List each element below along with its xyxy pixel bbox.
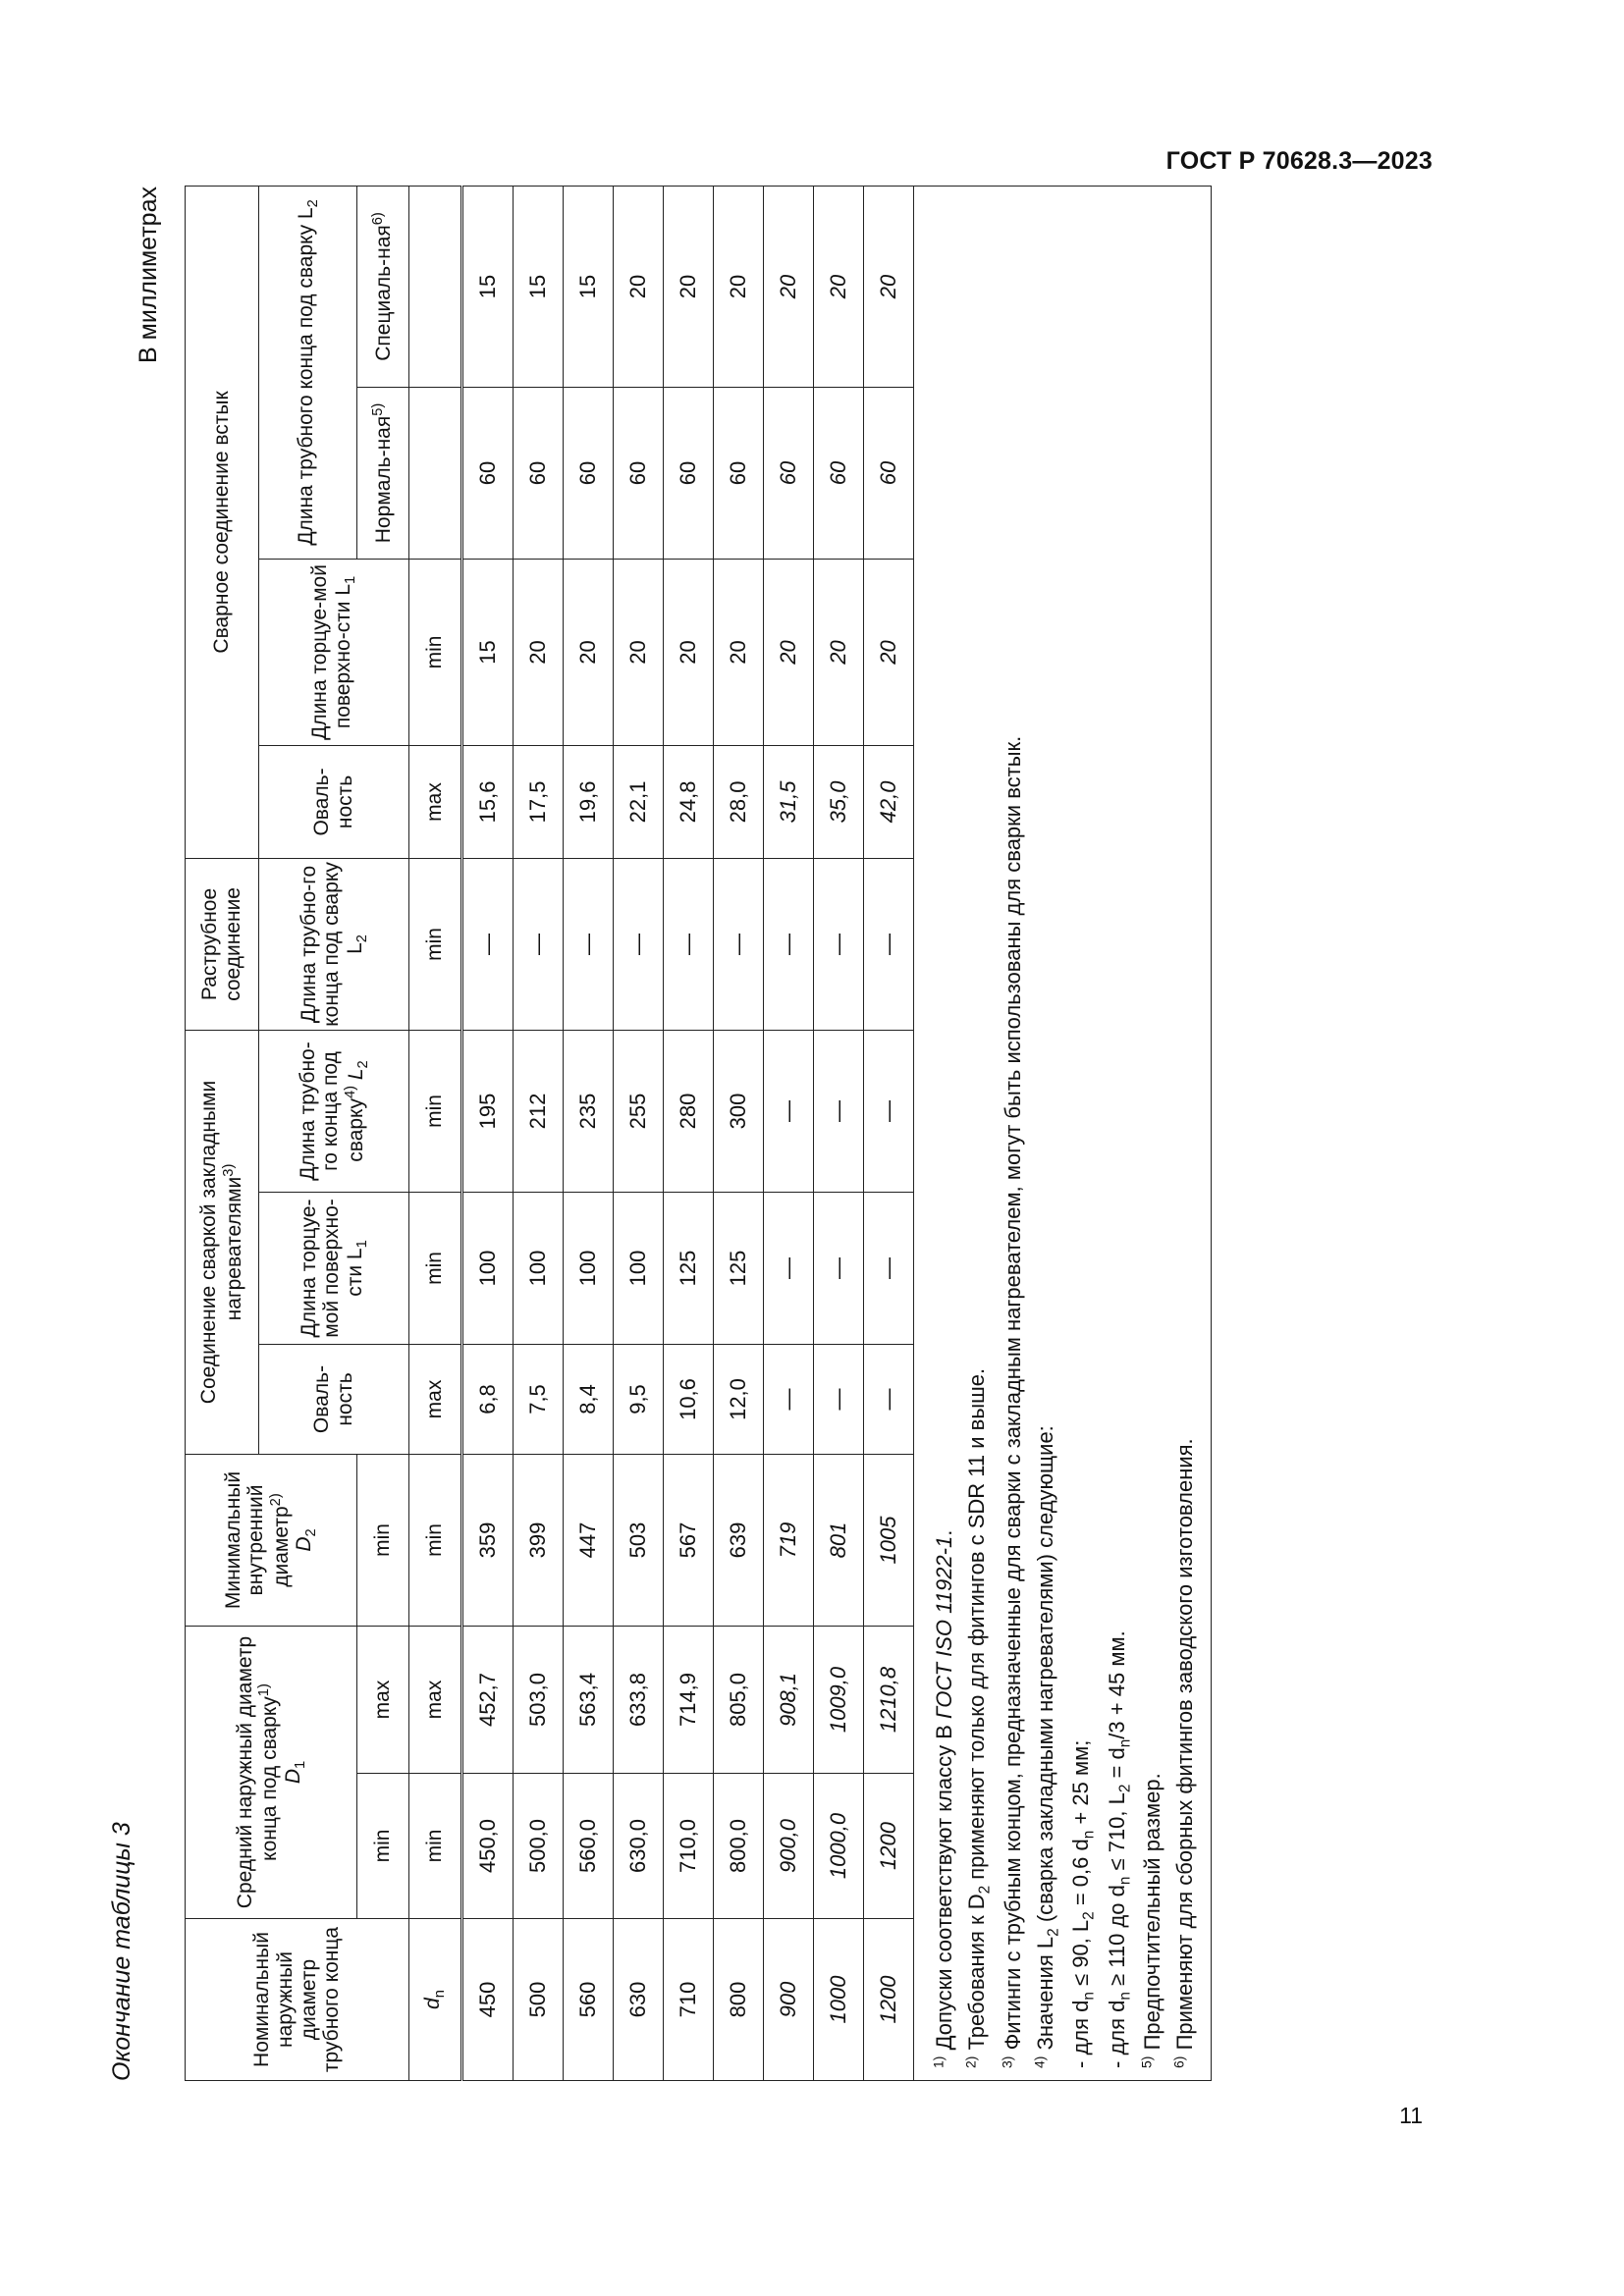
cell-l2-n: 60 [664,387,714,559]
cell-ov-b: 42,0 [864,745,914,858]
header-d2-min: min [357,1455,409,1627]
cell-ov-b: 19,6 [564,745,614,858]
header-blank [409,387,462,559]
cell-l2-e: — [814,1030,864,1192]
document-header: ГОСТ Р 70628.3—2023 [1165,147,1433,175]
cell-d2: 399 [514,1455,564,1627]
table-notes [914,186,1212,2080]
cell-d1min: 1200 [864,1774,914,1919]
cell-l2-s: — [564,858,614,1030]
cell-l2-sp: 20 [664,186,714,387]
header-blank [409,186,462,387]
cell-l2-n: 60 [764,387,814,559]
header-ovality-electro: Оваль-ность [259,1345,409,1455]
cell-l1-b: 20 [714,559,764,745]
cell-l2-n: 60 [514,387,564,559]
cell-l2-e: 280 [664,1030,714,1192]
cell-d1max: 563,4 [564,1627,614,1774]
table-row [664,186,714,2080]
cell-l2-s: — [814,858,864,1030]
cell-l2-e: 195 [462,1030,514,1192]
header-max: max [409,1627,462,1774]
header-normal: Нормаль-ная$^{5)}$ [357,387,409,559]
table-caption: Окончание таблицы 3 [108,1822,135,2081]
cell-ov-b: 31,5 [764,745,814,858]
table-body [462,186,914,2080]
cell-ov-e: 6,8 [462,1345,514,1455]
cell-l2-sp: 20 [764,186,814,387]
header-l2-electro: Длина трубно-го конца под сварку$^{4)}$ $L_2$ [259,1030,409,1192]
header-max: max [409,1345,462,1455]
cell-ov-e: 10,6 [664,1345,714,1455]
cell-ov-e: — [814,1345,864,1455]
header-min: min [409,1774,462,1919]
cell-l2-s: — [462,858,514,1030]
cell-l1-e: 125 [664,1193,714,1345]
header-min: min [409,1193,462,1345]
cell-l2-n: 60 [864,387,914,559]
cell-l2-sp: 15 [514,186,564,387]
header-dn-symbol: $d_n$ [409,1919,462,2081]
table-row [514,186,564,2080]
cell-l2-n: 60 [462,387,514,559]
note-4: $^{4)}$ Значения $L_2$ (сварка закладными нагревателями) следующие: [1031,1425,1061,2068]
note-4-line-1: - для $d_n \le 90$, $L_2 = 0,6$ $d_n + 25$ мм; [1068,1739,1098,2068]
header-d1-min: min [357,1774,409,1919]
cell-l1-e: — [814,1193,864,1345]
cell-ov-e: 7,5 [514,1345,564,1455]
cell-l2-e: 235 [564,1030,614,1192]
cell-l1-b: 20 [814,559,864,745]
cell-d1max: 633,8 [614,1627,664,1774]
cell-d2: 503 [614,1455,664,1627]
cell-l2-n: 60 [814,387,864,559]
header-l2-butt-group: Длина трубного конца под сварку $L_2$ [259,186,357,559]
cell-l1-e: — [864,1193,914,1345]
cell-d2: 1005 [864,1455,914,1627]
cell-dn: 900 [764,1919,814,2081]
header-min: min [409,1455,462,1627]
cell-d1min: 560,0 [564,1774,614,1919]
header-butt-group: Сварное соединение встык [186,186,259,858]
note-4-line-2: - для $d_n \ge 110$ до $d_n \le 710$, $L_2 = d_n/3 + 45$ мм. [1104,1630,1133,2068]
cell-ov-e: 8,4 [564,1345,614,1455]
cell-l2-n: 60 [614,387,664,559]
cell-ov-b: 22,1 [614,745,664,858]
cell-d1max: 452,7 [462,1627,514,1774]
cell-l1-b: 20 [614,559,664,745]
cell-dn: 1200 [864,1919,914,2081]
cell-ov-b: 17,5 [514,745,564,858]
cell-d2: 359 [462,1455,514,1627]
cell-l2-n: 60 [564,387,614,559]
cell-d1min: 800,0 [714,1774,764,1919]
cell-ov-b: 15,6 [462,745,514,858]
cell-ov-e: — [764,1345,814,1455]
table-row [764,186,814,2080]
note-1: $^{1)}$ Допуски соответствуют классу B ГОСТ ISO 11922-1. [930,1529,956,2068]
cell-l2-sp: 15 [462,186,514,387]
table-row [814,186,864,2080]
cell-dn: 630 [614,1919,664,2081]
header-l1-butt: Длина торцуе-мой поверхно-сти $L_1$ [259,559,409,745]
cell-l2-s: — [864,858,914,1030]
cell-d1min: 500,0 [514,1774,564,1919]
cell-ov-b: 28,0 [714,745,764,858]
cell-l2-e: 255 [614,1030,664,1192]
cell-d1max: 714,9 [664,1627,714,1774]
dimensions-table [185,186,1212,2081]
header-min: min [409,1030,462,1192]
cell-l1-b: 20 [514,559,564,745]
cell-l2-e: 300 [714,1030,764,1192]
cell-l1-e: 100 [514,1193,564,1345]
cell-l1-e: 125 [714,1193,764,1345]
note-3: $^{3)}$ Фитинги с трубным концом, предназначенные для сварки с закладным нагревателем, могут быть использованы для сварки встык. [999,735,1025,2068]
cell-ov-e: 12,0 [714,1345,764,1455]
cell-l2-sp: 20 [614,186,664,387]
cell-dn: 710 [664,1919,714,2081]
cell-dn: 800 [714,1919,764,2081]
cell-l2-s: — [664,858,714,1030]
rotated-table-area [108,187,1197,2081]
cell-l2-e: 212 [514,1030,564,1192]
cell-l2-n: 60 [714,387,764,559]
cell-l1-e: 100 [564,1193,614,1345]
cell-l1-b: 20 [664,559,714,745]
cell-l1-b: 20 [764,559,814,745]
cell-l2-e: — [764,1030,814,1192]
cell-d2: 447 [564,1455,614,1627]
table-row [864,186,914,2080]
cell-d2: 719 [764,1455,814,1627]
cell-d1max: 1009,0 [814,1627,864,1774]
header-l1-electro: Длина торцуе-мой поверхно-сти $L_1$ [259,1193,409,1345]
cell-d1max: 805,0 [714,1627,764,1774]
cell-l2-sp: 15 [564,186,614,387]
header-min: min [409,858,462,1030]
cell-d1min: 1000,0 [814,1774,864,1919]
cell-l2-s: — [764,858,814,1030]
cell-l2-sp: 20 [814,186,864,387]
cell-d2: 801 [814,1455,864,1627]
header-electro-group: Соединение сваркой закладными нагревателями$^{3)}$ [186,1030,259,1454]
cell-dn: 1000 [814,1919,864,2081]
cell-ov-b: 35,0 [814,745,864,858]
note-5: $^{5)}$ Предпочтительный размер. [1138,1773,1164,2068]
table-row [564,186,614,2080]
cell-dn: 450 [462,1919,514,2081]
header-d1-group: Средний наружный диаметр конца под сварку$^{1)}$ $D_1$ [186,1627,357,1919]
cell-l2-s: — [714,858,764,1030]
header-d1-max: max [357,1627,409,1774]
table-row [462,186,514,2080]
note-6: $^{6)}$ Применяют для сборных фитингов заводского изготовления. [1170,1438,1197,2068]
header-special: Специаль-ная$^{6)}$ [357,186,409,387]
header-min: min [409,559,462,745]
cell-d2: 567 [664,1455,714,1627]
cell-l2-e: — [864,1030,914,1192]
cell-d1max: 1210,8 [864,1627,914,1774]
cell-l1-e: — [764,1193,814,1345]
header-d2-group: Минимальный внутренний диаметр$^{2)}$ $D_2$ [186,1455,357,1627]
cell-l2-s: — [514,858,564,1030]
cell-ov-e: — [864,1345,914,1455]
cell-d1min: 630,0 [614,1774,664,1919]
cell-l2-sp: 20 [714,186,764,387]
cell-d1max: 908,1 [764,1627,814,1774]
cell-ov-b: 24,8 [664,745,714,858]
cell-l1-b: 20 [864,559,914,745]
cell-d1min: 450,0 [462,1774,514,1919]
cell-l2-sp: 20 [864,186,914,387]
cell-l1-e: 100 [462,1193,514,1345]
cell-d2: 639 [714,1455,764,1627]
header-ovality-butt: Оваль-ность [259,745,409,858]
header-dn-group: Номинальный наружный диаметр трубного конца [186,1919,409,2081]
cell-ov-e: 9,5 [614,1345,664,1455]
cell-d1min: 900,0 [764,1774,814,1919]
page-number: 11 [1399,2103,1423,2128]
cell-d1max: 503,0 [514,1627,564,1774]
cell-d1min: 710,0 [664,1774,714,1919]
units-label: В миллиметрах [135,187,162,363]
cell-dn: 560 [564,1919,614,2081]
cell-l1-b: 20 [564,559,614,745]
cell-l1-b: 15 [462,559,514,745]
header-max: max [409,745,462,858]
cell-l2-s: — [614,858,664,1030]
cell-l1-e: 100 [614,1193,664,1345]
header-socket-group: Раструбное соединение [186,858,259,1030]
note-2: $^{2)}$ Требования к $D_2$ применяют только для фитингов с SDR 11 и выше. [962,1367,994,2068]
table-row [614,186,664,2080]
cell-dn: 500 [514,1919,564,2081]
header-l2-socket: Длина трубно-го конца под сварку $L_2$ [259,858,409,1030]
table-row [714,186,764,2080]
